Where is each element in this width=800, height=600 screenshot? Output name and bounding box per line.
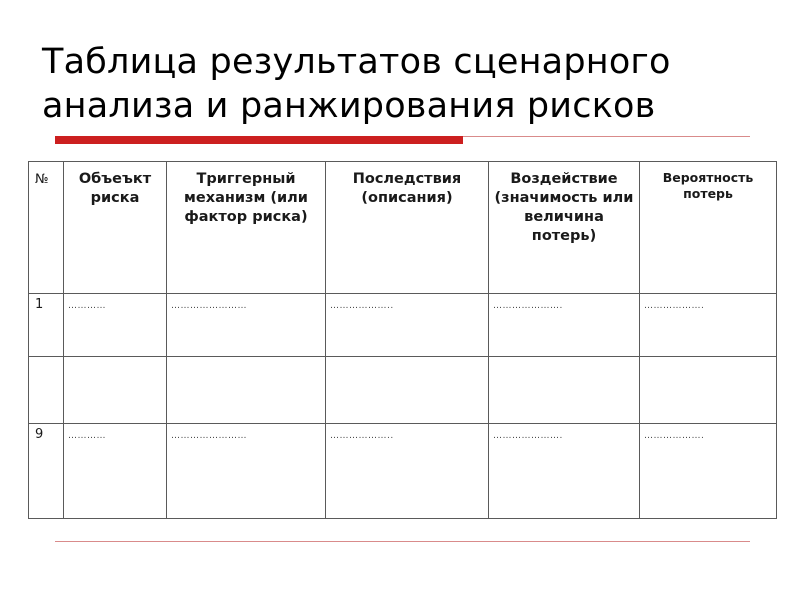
header-trigger-mechanism: Триггерный механизм (или фактор риска) <box>167 162 326 294</box>
footer-rule <box>55 541 750 542</box>
title-underline-accent <box>55 136 463 144</box>
cell-impact <box>489 357 640 424</box>
cell-risk-object: ………… <box>64 294 167 357</box>
cell-trigger-mechanism: …………………… <box>167 424 326 519</box>
table-row <box>29 424 777 519</box>
cell-consequences <box>326 357 489 424</box>
cell-risk-object: ………… <box>64 424 167 519</box>
cell-trigger-mechanism: …………………… <box>167 294 326 357</box>
row-number: 1 <box>29 294 64 357</box>
table-header-row <box>29 162 777 294</box>
table-row <box>29 357 777 424</box>
row-number: 9 <box>29 424 64 519</box>
slide-title-line-1: Таблица результатов сценарного <box>42 42 671 82</box>
risk-results-table <box>28 161 777 519</box>
header-risk-object: Объеъкт риска <box>64 162 167 294</box>
header-number: № <box>29 162 64 294</box>
cell-consequences: ……………….. <box>326 424 489 519</box>
slide-title-line-2: анализа и ранжирования рисков <box>42 86 656 126</box>
cell-loss-probability <box>640 357 777 424</box>
cell-impact: …………………. <box>489 294 640 357</box>
slide-title <box>42 40 762 128</box>
cell-impact: …………………. <box>489 424 640 519</box>
cell-trigger-mechanism <box>167 357 326 424</box>
row-number <box>29 357 64 424</box>
cell-loss-probability: ………………. <box>640 424 777 519</box>
header-consequences: Последствия (описания) <box>326 162 489 294</box>
cell-risk-object <box>64 357 167 424</box>
header-impact: Воздействие (значимость или величина потерь) <box>489 162 640 294</box>
header-loss-probability: Вероятность потерь <box>640 162 777 294</box>
cell-consequences: ……………….. <box>326 294 489 357</box>
table-row <box>29 294 777 357</box>
cell-loss-probability: ………………. <box>640 294 777 357</box>
